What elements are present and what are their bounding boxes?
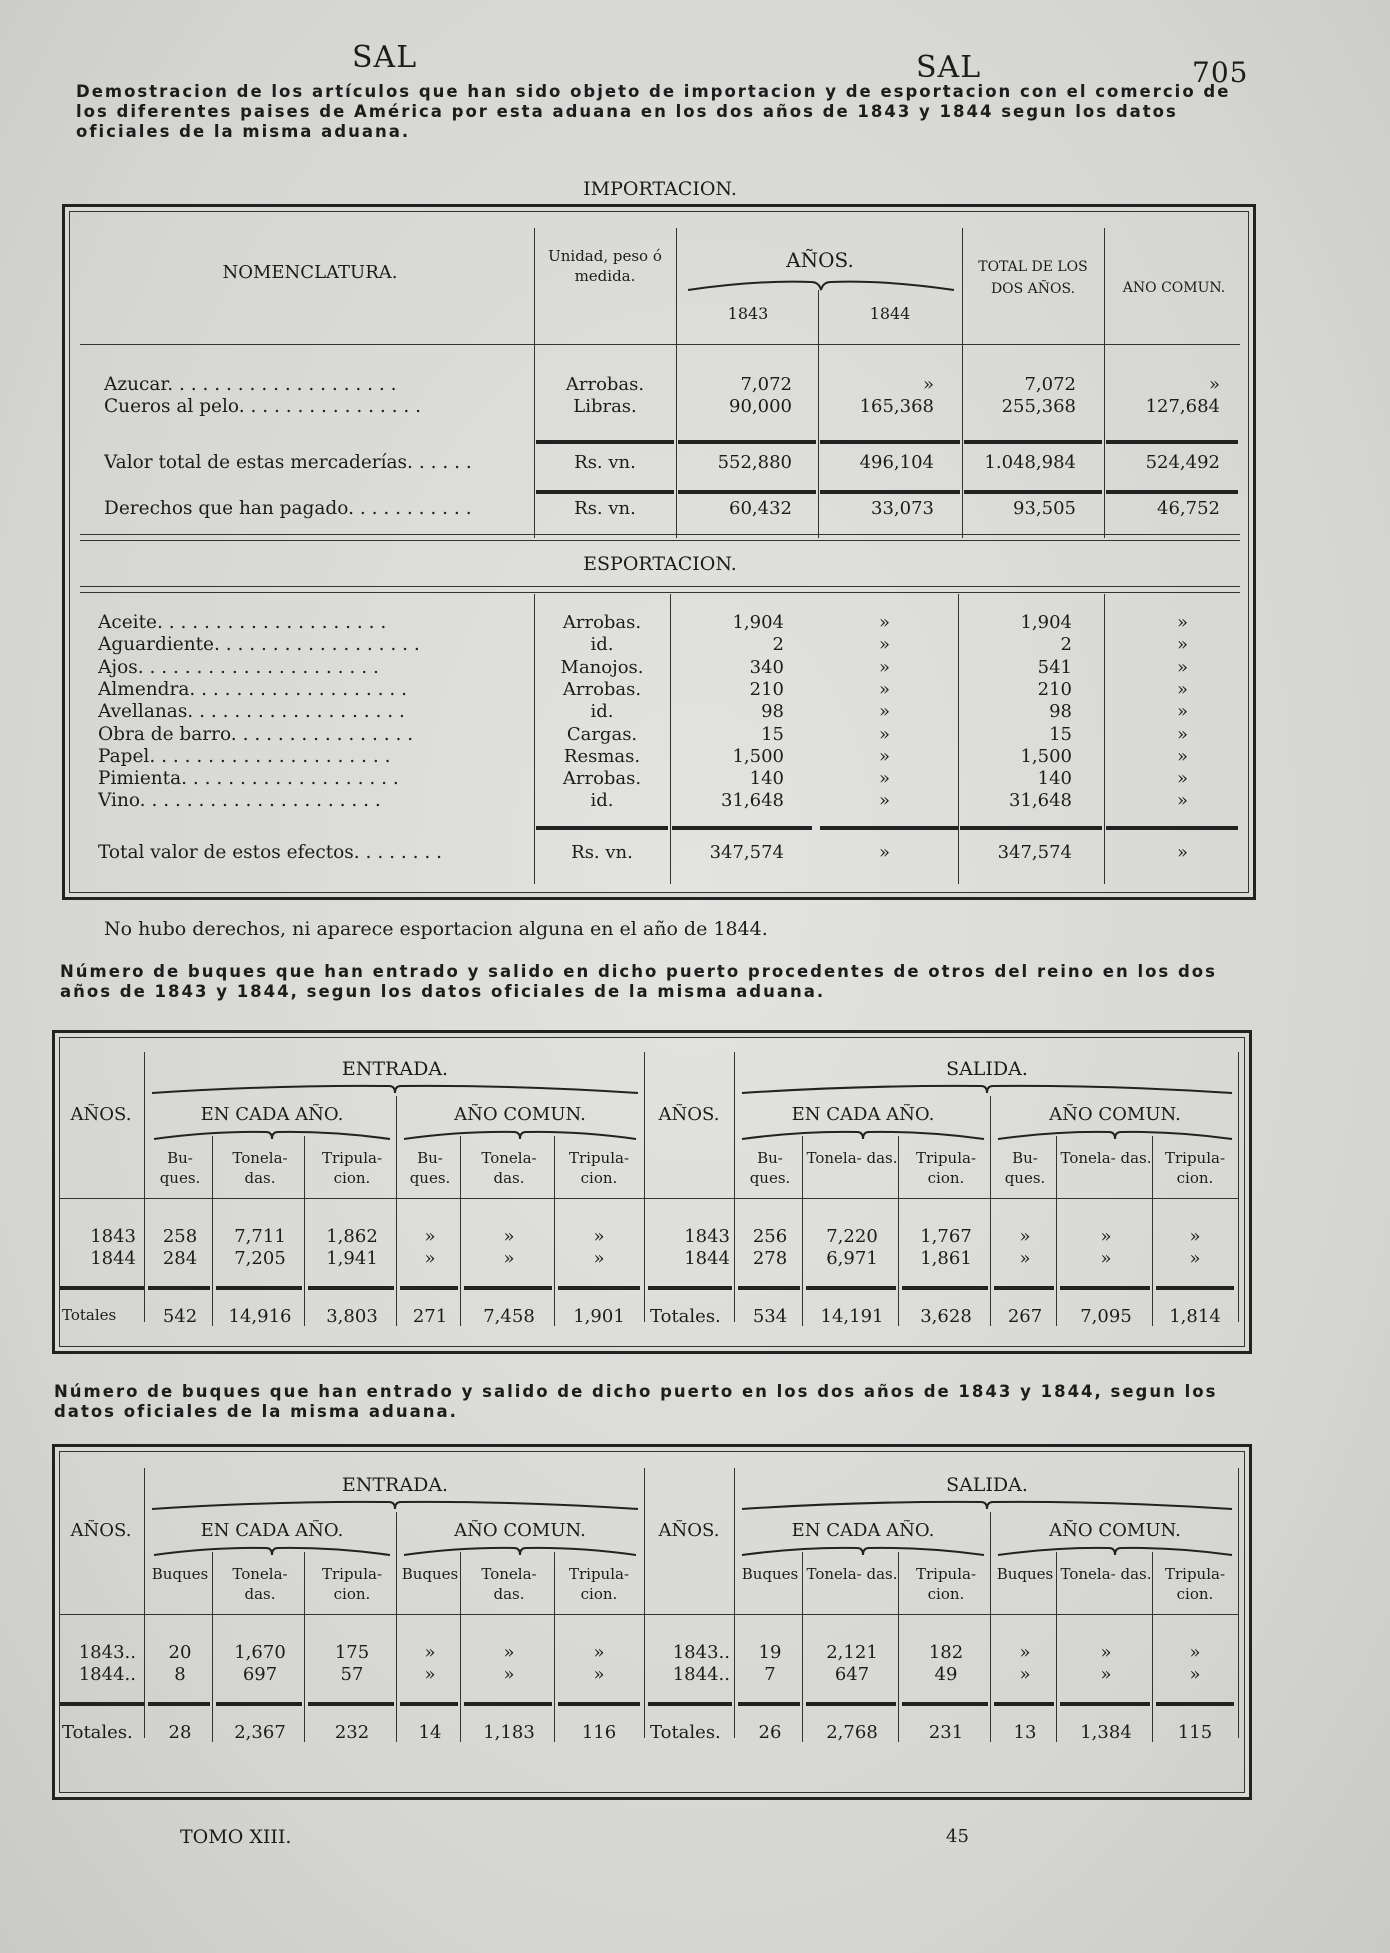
import-row-0-comun: » (1208, 374, 1220, 395)
reino-row-0-ec_t: » (503, 1226, 515, 1247)
export-row-3-name: Almendra. . . . . . . . . . . . . . . . . . . (98, 678, 407, 700)
reino-row-1-e_tr: 1,941 (326, 1248, 378, 1269)
export-row-8-unit: id. (590, 790, 614, 812)
reino-row-1-ec_tr: » (593, 1248, 605, 1269)
puerto-e-tripulacion-1: Tripula- cion. (568, 1565, 630, 1603)
export-row-0-y1844: » (878, 612, 890, 633)
puerto-row-1-year: 1844.. (78, 1664, 136, 1685)
col-nomenclatura: NOMENCLATURA. (222, 262, 398, 283)
puerto-row-0-sc_b: » (1019, 1642, 1031, 1663)
puerto-total-sc_tr: 115 (1177, 1722, 1213, 1743)
export-row-0-comun: » (1176, 612, 1188, 633)
reino-row-0-ec_b: » (424, 1226, 436, 1247)
puerto-row-1-syear: 1844.. (672, 1664, 730, 1685)
puerto-total-ec_tr: 116 (581, 1722, 617, 1743)
puerto-total-ec_t: 1,183 (483, 1722, 535, 1743)
reino-salida-brace (740, 1082, 1234, 1096)
puerto-e-buques-1: Buques (401, 1565, 459, 1583)
puerto-salida-brace (740, 1498, 1234, 1512)
import-valor-total: 1.048,984 (984, 452, 1076, 473)
export-row-1-comun: » (1176, 634, 1188, 656)
reino-row-0-e_t: 7,711 (234, 1226, 286, 1247)
export-row-1-y1843: 2 (772, 634, 784, 656)
puerto-comun-e-brace (402, 1544, 638, 1558)
puerto-total-s_t: 2,768 (826, 1722, 878, 1743)
col-1843: 1843 (727, 304, 769, 323)
puerto-total-e_b: 28 (168, 1722, 192, 1743)
reino-row-0-year: 1843 (90, 1226, 136, 1247)
import-row-0-name: Azucar. . . . . . . . . . . . . . . . . . . . (104, 374, 397, 395)
puerto-row-0-s_tr: 182 (928, 1642, 964, 1663)
puerto-e-toneladas-0: Tonela- das. (232, 1565, 288, 1603)
footer-signature: 45 (946, 1826, 969, 1847)
puerto-comun-e: AÑO COMUN. (454, 1520, 586, 1541)
reino-comun-s-brace (996, 1128, 1234, 1142)
export-row-5-comun: » (1176, 723, 1188, 745)
import-row-1-name: Cueros al pelo. . . . . . . . . . . . . . . . (104, 396, 422, 417)
note-no-derechos: No hubo derechos, ni aparece esportacion alguna en el año de 1844. (104, 918, 768, 940)
export-row-0-y1843: 1,904 (732, 612, 784, 633)
export-row-2-unit: Manojos. (560, 656, 644, 678)
import-valor-name: Valor total de estas mercaderías. . . . . . (104, 452, 472, 473)
puerto-row-0-s_b: 19 (758, 1642, 782, 1663)
export-row-7-y1844: » (878, 768, 890, 790)
puerto-anos-e: AÑOS. (70, 1520, 132, 1541)
reino-total-e_tr: 3,803 (326, 1306, 378, 1327)
import-row-0-total: 7,072 (1024, 374, 1076, 395)
puerto-row-0-sc_t: » (1100, 1642, 1112, 1663)
reino-row-1-ec_t: » (503, 1248, 515, 1269)
export-row-7-total: 140 (1037, 768, 1072, 790)
puerto-total-s_b: 26 (758, 1722, 782, 1743)
puerto-row-1-sc_tr: » (1189, 1664, 1201, 1685)
reino-total-sc_t: 7,095 (1080, 1306, 1132, 1327)
reino-entrada-label: ENTRADA. (341, 1058, 449, 1080)
export-row-0-unit: Arrobas. (562, 612, 642, 633)
col-comun: AÑO COMUN. (1122, 280, 1226, 296)
export-row-2-comun: » (1176, 656, 1188, 678)
reino-row-0-sc_t: » (1100, 1226, 1112, 1247)
reino-s-buques_split-0: Bu- ques. (749, 1149, 791, 1187)
reino-e-tripulacion-1: Tripula- cion. (568, 1149, 630, 1187)
export-row-4-total: 98 (1049, 701, 1072, 723)
reino-row-1-e_t: 7,205 (234, 1248, 286, 1269)
header-left: SAL (352, 40, 418, 75)
puerto-row-0-syear: 1843.. (672, 1642, 730, 1663)
intro-puerto: Número de buques que han entrado y salido de dicho puerto en los dos años de 1843 y 1844, segun los datos oficiales de la misma aduana. (54, 1382, 1218, 1421)
puerto-row-1-e_tr: 57 (340, 1664, 364, 1685)
reino-anos-s: AÑOS. (658, 1104, 720, 1125)
reino-total-e_b: 542 (162, 1306, 198, 1327)
export-row-0-total: 1,904 (1020, 612, 1072, 633)
export-row-3-y1844: » (878, 678, 890, 700)
export-row-2-y1843: 340 (749, 656, 784, 678)
export-row-7-name: Pimienta. . . . . . . . . . . . . . . . . . . (98, 768, 399, 790)
puerto-row-1-ec_t: » (503, 1664, 515, 1685)
export-total-name: Total valor de estos efectos. . . . . . . . (98, 842, 443, 863)
export-row-6-name: Papel. . . . . . . . . . . . . . . . . . . . . (98, 745, 391, 767)
import-valor-y1843: 552,880 (717, 452, 792, 473)
puerto-s-tripulacion-0: Tripula- cion. (915, 1565, 977, 1603)
puerto-row-1-sc_b: » (1019, 1664, 1031, 1685)
puerto-cada-e-brace (152, 1544, 392, 1558)
export-row-8-total: 31,648 (1009, 790, 1072, 812)
reino-row-1-s_t: 6,971 (826, 1248, 878, 1269)
import-derechos-name: Derechos que han pagado. . . . . . . . . . . (104, 498, 472, 519)
puerto-row-0-e_t: 1,670 (234, 1642, 286, 1663)
puerto-row-0-ec_t: » (503, 1642, 515, 1663)
puerto-row-0-e_b: 20 (168, 1642, 192, 1663)
puerto-e-buques-0: Buques (151, 1565, 209, 1583)
reino-comun-e-brace (402, 1128, 638, 1142)
puerto-row-1-ec_tr: » (593, 1664, 605, 1685)
puerto-s-buques-1: Buques (996, 1565, 1054, 1583)
puerto-comun-s-brace (996, 1544, 1234, 1558)
puerto-cada-s: EN CADA AÑO. (791, 1520, 935, 1541)
import-row-1-unit: Libras. (573, 396, 637, 417)
puerto-row-1-s_t: 647 (834, 1664, 870, 1685)
reino-comun-s: AÑO COMUN. (1049, 1104, 1181, 1125)
reino-total-s_b: 534 (752, 1306, 788, 1327)
import-valor-unit: Rs. vn. (574, 452, 636, 473)
reino-row-1-syear: 1844 (684, 1248, 730, 1269)
import-title: IMPORTACION. (583, 178, 737, 200)
export-row-2-y1844: » (878, 656, 890, 678)
reino-total-ec_tr: 1,901 (573, 1306, 625, 1327)
import-derechos-y1844: 33,073 (871, 498, 934, 519)
export-row-5-name: Obra de barro. . . . . . . . . . . . . . . . (98, 723, 414, 745)
puerto-row-0-s_t: 2,121 (826, 1642, 878, 1663)
export-row-4-comun: » (1176, 701, 1188, 723)
import-row-1-y1843: 90,000 (729, 396, 792, 417)
export-row-5-y1843: 15 (761, 723, 784, 745)
export-row-4-name: Avellanas. . . . . . . . . . . . . . . . . . . (98, 701, 405, 723)
import-valor-y1844: 496,104 (859, 452, 934, 473)
puerto-row-0-sc_tr: » (1189, 1642, 1201, 1663)
reino-comun-e: AÑO COMUN. (454, 1104, 586, 1125)
import-derechos-comun: 46,752 (1157, 498, 1220, 519)
puerto-row-1-ec_b: » (424, 1664, 436, 1685)
puerto-comun-s: AÑO COMUN. (1049, 1520, 1181, 1541)
reino-e-tripulacion-0: Tripula- cion. (321, 1149, 383, 1187)
puerto-s-toneladas-1: Tonela- das. (1060, 1565, 1152, 1583)
puerto-row-1-sc_t: » (1100, 1664, 1112, 1685)
export-row-5-unit: Cargas. (566, 723, 638, 745)
reino-e-toneladas-0: Tonela- das. (232, 1149, 288, 1187)
puerto-anos-s: AÑOS. (658, 1520, 720, 1541)
puerto-row-1-s_tr: 49 (934, 1664, 958, 1685)
puerto-s-buques-0: Buques (741, 1565, 799, 1583)
export-row-1-unit: id. (590, 634, 614, 656)
reino-total-e_t: 14,916 (228, 1306, 292, 1327)
reino-cada-s-brace (740, 1128, 986, 1142)
reino-total-ec_t: 7,458 (483, 1306, 535, 1327)
reino-total-ec_b: 271 (412, 1306, 448, 1327)
reino-e-buques_split-0: Bu- ques. (159, 1149, 201, 1187)
import-row-0-y1844: » (922, 374, 934, 395)
export-row-3-total: 210 (1037, 678, 1072, 700)
puerto-row-0-year: 1843.. (78, 1642, 136, 1663)
puerto-row-1-e_t: 697 (242, 1664, 278, 1685)
reino-row-0-syear: 1843 (684, 1226, 730, 1247)
import-valor-comun: 524,492 (1145, 452, 1220, 473)
header-center: SAL (916, 50, 982, 85)
import-derechos-total: 93,505 (1013, 498, 1076, 519)
export-row-8-y1843: 31,648 (721, 790, 784, 812)
export-row-6-y1843: 1,500 (732, 745, 784, 767)
export-row-1-total: 2 (1060, 634, 1072, 656)
brace-anos (686, 276, 956, 296)
puerto-total-e_tr: 232 (334, 1722, 370, 1743)
reino-row-0-s_t: 7,220 (826, 1226, 878, 1247)
import-derechos-unit: Rs. vn. (574, 498, 636, 519)
import-row-1-y1844: 165,368 (859, 396, 934, 417)
export-row-5-total: 15 (1049, 723, 1072, 745)
reino-total-sc_tr: 1,814 (1169, 1306, 1221, 1327)
import-row-1-comun: 127,684 (1145, 396, 1220, 417)
puerto-row-1-s_b: 7 (764, 1664, 776, 1685)
reino-s-toneladas-0: Tonela- das. (806, 1149, 898, 1167)
intro-import: Demostracion de los artículos que han sido objeto de importacion y de esportacion con el comercio de los diferentes paises de América por esta aduana en los dos años de 1843 y 1844 segun los datos oficiales de la misma aduana. (76, 82, 1231, 141)
export-row-2-total: 541 (1037, 656, 1072, 678)
reino-totals-label-e: Totales (62, 1306, 117, 1324)
export-row-7-comun: » (1176, 768, 1188, 790)
puerto-salida-label: SALIDA. (946, 1474, 1028, 1496)
export-row-6-comun: » (1176, 745, 1188, 767)
reino-row-1-sc_tr: » (1189, 1248, 1201, 1269)
export-row-6-y1844: » (878, 745, 890, 767)
reino-s-tripulacion-1: Tripula- cion. (1164, 1149, 1226, 1187)
export-total-unit: Rs. vn. (571, 842, 633, 863)
reino-row-1-year: 1844 (90, 1248, 136, 1269)
export-total-total: 347,574 (997, 842, 1072, 863)
col-anos: AÑOS. (786, 248, 854, 272)
export-row-4-unit: id. (590, 701, 614, 723)
export-row-3-y1843: 210 (749, 678, 784, 700)
puerto-totals-label-e: Totales. (62, 1722, 133, 1743)
reino-row-0-e_tr: 1,862 (326, 1226, 378, 1247)
export-total-y1843: 347,574 (709, 842, 784, 863)
intro-reino: Número de buques que han entrado y salido en dicho puerto procedentes de otros del reino en los dos años de 1843 y 1844, segun los datos oficiales de la misma aduana. (60, 962, 1217, 1001)
reino-row-0-ec_tr: » (593, 1226, 605, 1247)
puerto-e-toneladas-1: Tonela- das. (481, 1565, 537, 1603)
reino-cada-e: EN CADA AÑO. (200, 1104, 344, 1125)
puerto-row-1-e_b: 8 (174, 1664, 186, 1685)
export-row-5-y1844: » (878, 723, 890, 745)
import-derechos-y1843: 60,432 (729, 498, 792, 519)
puerto-total-ec_b: 14 (418, 1722, 442, 1743)
puerto-s-toneladas-0: Tonela- das. (806, 1565, 898, 1583)
reino-total-sc_b: 267 (1007, 1306, 1043, 1327)
reino-s-tripulacion-0: Tripula- cion. (915, 1149, 977, 1187)
reino-row-1-e_b: 284 (162, 1248, 198, 1269)
puerto-entrada-label: ENTRADA. (341, 1474, 449, 1496)
export-row-8-name: Vino. . . . . . . . . . . . . . . . . . . . . (98, 790, 381, 812)
export-row-1-y1844: » (878, 634, 890, 656)
reino-s-buques_split-1: Bu- ques. (1004, 1149, 1046, 1187)
export-row-3-comun: » (1176, 678, 1188, 700)
export-row-7-y1843: 140 (749, 768, 784, 790)
import-row-0-y1843: 7,072 (740, 374, 792, 395)
puerto-entrada-brace (150, 1498, 640, 1512)
puerto-total-e_t: 2,367 (234, 1722, 286, 1743)
reino-row-0-s_tr: 1,767 (920, 1226, 972, 1247)
reino-cada-s: EN CADA AÑO. (791, 1104, 935, 1125)
export-title: ESPORTACION. (583, 553, 737, 575)
reino-e-toneladas-1: Tonela- das. (481, 1149, 537, 1187)
export-row-7-unit: Arrobas. (562, 768, 642, 790)
export-row-2-name: Ajos. . . . . . . . . . . . . . . . . . . . . (98, 656, 379, 678)
reino-anos-e: AÑOS. (70, 1104, 132, 1125)
reino-cada-e-brace (152, 1128, 392, 1142)
reino-total-s_tr: 3,628 (920, 1306, 972, 1327)
reino-s-toneladas-1: Tonela- das. (1060, 1149, 1152, 1167)
reino-row-0-s_b: 256 (752, 1226, 788, 1247)
puerto-totals-label-s: Totales. (650, 1722, 721, 1743)
export-row-3-unit: Arrobas. (562, 678, 642, 700)
export-row-8-y1844: » (878, 790, 890, 812)
page-number: 705 (1192, 56, 1249, 89)
reino-row-1-ec_b: » (424, 1248, 436, 1269)
import-row-0-unit: Arrobas. (565, 374, 645, 395)
import-row-1-total: 255,368 (1001, 396, 1076, 417)
reino-entrada-brace (150, 1082, 640, 1096)
puerto-cada-e: EN CADA AÑO. (200, 1520, 344, 1541)
export-row-1-name: Aguardiente. . . . . . . . . . . . . . . . . . (98, 634, 420, 656)
puerto-total-sc_t: 1,384 (1080, 1722, 1132, 1743)
col-total: TOTAL DE LOS DOS AÑOS. (978, 259, 1088, 297)
reino-total-s_t: 14,191 (820, 1306, 884, 1327)
export-total-comun: » (1176, 842, 1188, 863)
puerto-row-0-ec_b: » (424, 1642, 436, 1663)
puerto-row-0-e_tr: 175 (334, 1642, 370, 1663)
reino-row-0-sc_b: » (1019, 1226, 1031, 1247)
reino-row-1-sc_t: » (1100, 1248, 1112, 1269)
export-row-8-comun: » (1176, 790, 1188, 812)
puerto-total-s_tr: 231 (928, 1722, 964, 1743)
reino-row-1-sc_b: » (1019, 1248, 1031, 1269)
export-row-4-y1844: » (878, 701, 890, 723)
export-row-0-name: Aceite. . . . . . . . . . . . . . . . . . . . (98, 612, 387, 633)
reino-e-buques_split-1: Bu- ques. (409, 1149, 451, 1187)
export-row-6-total: 1,500 (1020, 745, 1072, 767)
export-row-6-unit: Resmas. (563, 745, 641, 767)
export-total-y1844: » (878, 842, 890, 863)
reino-row-0-e_b: 258 (162, 1226, 198, 1247)
reino-row-1-s_b: 278 (752, 1248, 788, 1269)
reino-row-1-s_tr: 1,861 (920, 1248, 972, 1269)
puerto-e-tripulacion-0: Tripula- cion. (321, 1565, 383, 1603)
puerto-s-tripulacion-1: Tripula- cion. (1164, 1565, 1226, 1603)
col-unidad: Unidad, peso ó medida. (548, 247, 662, 285)
puerto-cada-s-brace (740, 1544, 986, 1558)
reino-totals-label-s: Totales. (650, 1306, 721, 1327)
puerto-total-sc_b: 13 (1013, 1722, 1037, 1743)
col-1844: 1844 (869, 304, 911, 323)
footer-tomo: TOMO XIII. (180, 1826, 292, 1848)
reino-row-0-sc_tr: » (1189, 1226, 1201, 1247)
puerto-row-0-ec_tr: » (593, 1642, 605, 1663)
reino-salida-label: SALIDA. (946, 1058, 1028, 1080)
export-row-4-y1843: 98 (761, 701, 784, 723)
